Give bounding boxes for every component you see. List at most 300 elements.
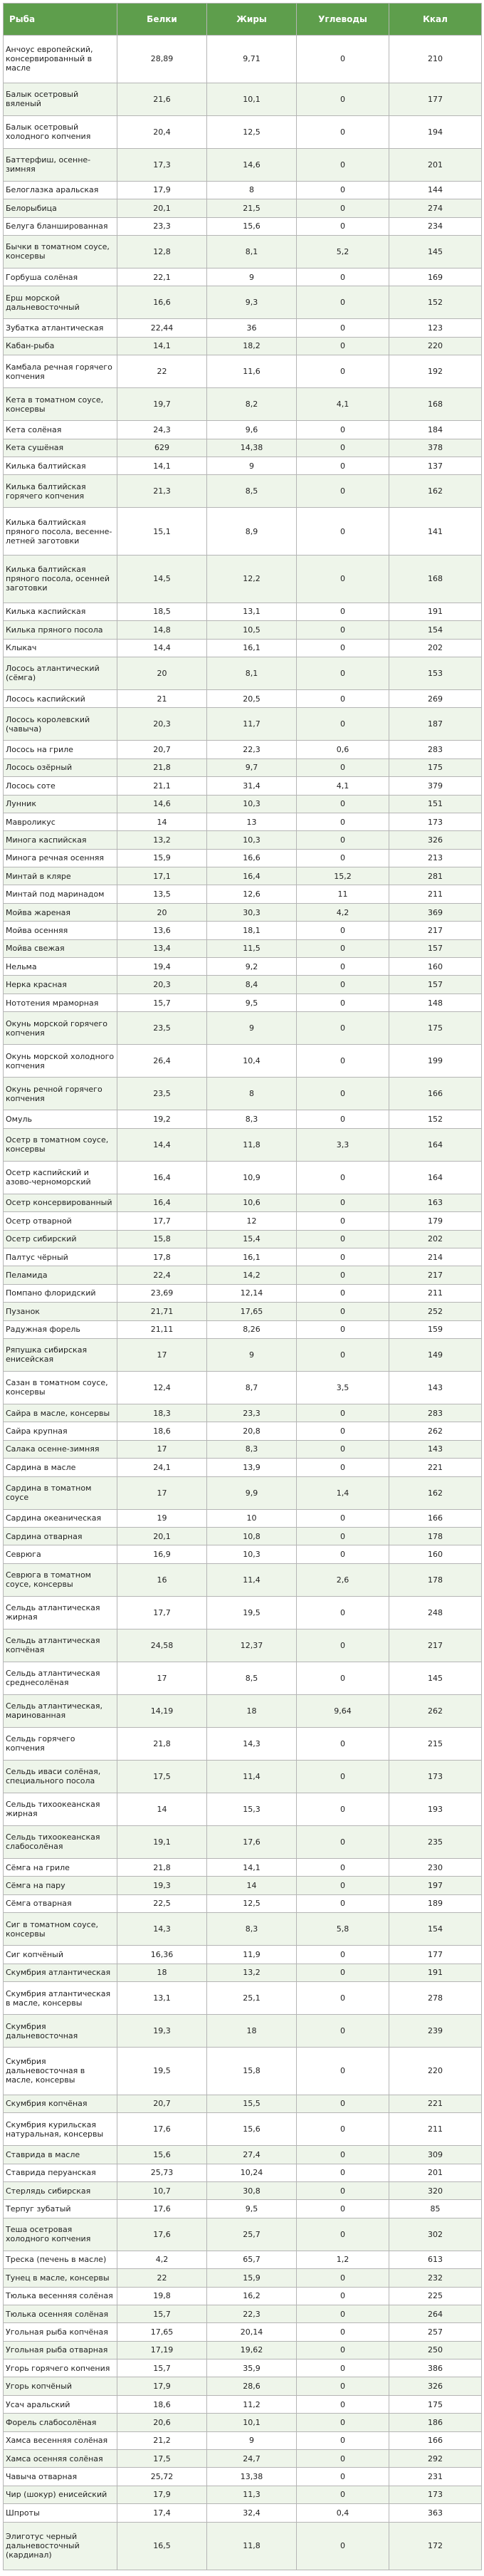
table-row [4,556,482,603]
fish-name-cell: Стерлядь сибирская [4,2181,117,2199]
table-row [4,1128,482,1161]
fat-cell: 18,2 [207,337,297,355]
carbs-cell: 0 [297,976,389,994]
table-row [4,1545,482,1563]
carbs-cell: 0 [297,1981,389,2014]
kcal-cell: 378 [389,439,482,457]
table-row [4,319,482,337]
fat-cell: 9 [207,268,297,286]
fish-name-cell: Нельма [4,958,117,976]
fat-cell: 15,6 [207,217,297,235]
table-row [4,475,482,508]
protein-cell: 18,6 [117,1422,207,1440]
fish-name-cell: Скумбрия атлантическая [4,1964,117,1981]
fat-cell: 10,1 [207,83,297,115]
fat-cell: 25,1 [207,1981,297,2014]
protein-cell: 16,5 [117,2522,207,2570]
fish-name-cell: Белоглазка аральская [4,181,117,199]
fat-cell: 15,5 [207,2095,297,2112]
table-row [4,922,482,939]
carbs-cell: 0 [297,689,389,707]
fish-name-cell: Камбала речная горячего копчения [4,355,117,388]
fat-cell: 14,1 [207,1859,297,1877]
kcal-cell: 252 [389,1303,482,1320]
kcal-cell: 283 [389,741,482,758]
fish-name-cell: Угорь копчёный [4,2377,117,2395]
fat-cell: 14 [207,1877,297,1894]
fat-cell: 11,4 [207,1563,297,1596]
kcal-cell: 257 [389,2323,482,2341]
table-row [4,741,482,758]
carbs-cell: 0 [297,199,389,217]
fat-cell: 12,37 [207,1629,297,1662]
table-row [4,1760,482,1793]
carbs-cell: 1,2 [297,2251,389,2268]
header-protein: Белки [117,4,207,36]
table-row [4,1212,482,1230]
protein-cell: 21,2 [117,2431,207,2449]
fat-cell: 65,7 [207,2251,297,2268]
protein-cell: 24,58 [117,1629,207,1662]
kcal-cell: 173 [389,2486,482,2503]
fat-cell: 25,7 [207,2218,297,2251]
table-row [4,2522,482,2570]
fish-name-cell: Сёмга отварная [4,1894,117,1912]
kcal-cell: 141 [389,508,482,556]
carbs-cell: 4,1 [297,388,389,421]
fish-name-cell: Угорь горячего копчения [4,2359,117,2377]
fat-cell: 22,3 [207,2305,297,2322]
kcal-cell: 197 [389,1877,482,1894]
kcal-cell: 239 [389,2015,482,2048]
kcal-cell: 326 [389,2377,482,2395]
protein-cell: 17,7 [117,1212,207,1230]
protein-cell: 14,19 [117,1694,207,1727]
carbs-cell: 5,2 [297,235,389,268]
fish-name-cell: Мойва свежая [4,939,117,957]
fish-name-cell: Сельдь тихоокеанская жирная [4,1793,117,1825]
kcal-cell: 248 [389,1596,482,1629]
fish-name-cell: Минога речная осенняя [4,849,117,867]
fish-name-cell: Радужная форель [4,1320,117,1338]
carbs-cell: 0 [297,286,389,319]
fish-name-cell: Минтай под маринадом [4,885,117,903]
table-row [4,2048,482,2095]
fat-cell: 10 [207,1509,297,1527]
protein-cell: 23,5 [117,1012,207,1045]
carbs-cell: 0 [297,1629,389,1662]
fat-cell: 30,8 [207,2181,297,2199]
fat-cell: 15,4 [207,1230,297,1248]
protein-cell: 22,44 [117,319,207,337]
fat-cell: 18,1 [207,922,297,939]
table-row [4,1284,482,1302]
carbs-cell: 0 [297,795,389,813]
protein-cell: 15,7 [117,2359,207,2377]
table-row [4,2015,482,2048]
kcal-cell: 302 [389,2218,482,2251]
kcal-cell: 262 [389,1422,482,1440]
kcal-cell: 191 [389,1964,482,1981]
fat-cell: 28,6 [207,2377,297,2395]
kcal-cell: 379 [389,777,482,795]
table-row [4,2269,482,2287]
carbs-cell: 0 [297,2377,389,2395]
protein-cell: 19,7 [117,388,207,421]
table-row [4,421,482,439]
table-row [4,849,482,867]
table-row [4,1793,482,1825]
fish-name-cell: Омуль [4,1110,117,1128]
table-row [4,235,482,268]
fat-cell: 30,3 [207,903,297,921]
fat-cell: 10,3 [207,831,297,849]
fat-cell: 8,4 [207,976,297,994]
carbs-cell: 0 [297,758,389,776]
fat-cell: 12,2 [207,556,297,603]
fish-name-cell: Чавыча отварная [4,2468,117,2486]
kcal-cell: 175 [389,758,482,776]
carbs-cell: 0 [297,2305,389,2322]
protein-cell: 13,2 [117,831,207,849]
protein-cell: 20,6 [117,2414,207,2431]
fish-name-cell: Ерш морской дальневосточный [4,286,117,319]
protein-cell: 21,3 [117,475,207,508]
carbs-cell: 0 [297,217,389,235]
fish-name-cell: Килька балтийская пряного посола, весенне-летней заготовки [4,508,117,556]
table-row [4,1629,482,1662]
fish-name-cell: Мойва жареная [4,903,117,921]
protein-cell: 24,3 [117,421,207,439]
table-row [4,2200,482,2218]
table-row [4,268,482,286]
kcal-cell: 199 [389,1045,482,1078]
table-row [4,1110,482,1128]
fish-name-cell: Осетр каспийский и азово-черноморский [4,1161,117,1194]
carbs-cell: 0 [297,1946,389,1964]
fat-cell: 14,38 [207,439,297,457]
carbs-cell: 0 [297,2200,389,2218]
table-row [4,639,482,657]
fish-name-cell: Клыкач [4,639,117,657]
carbs-cell: 0 [297,657,389,689]
kcal-cell: 179 [389,1212,482,1230]
protein-cell: 22,5 [117,1894,207,1912]
carbs-cell: 0 [297,958,389,976]
kcal-cell: 274 [389,199,482,217]
fat-cell: 9,9 [207,1476,297,1509]
protein-cell: 15,7 [117,2305,207,2322]
table-row [4,1563,482,1596]
table-row [4,217,482,235]
table-row [4,2095,482,2112]
protein-cell: 15,8 [117,1230,207,1248]
table-row [4,2414,482,2431]
table-row [4,2305,482,2322]
fish-name-cell: Кета сушёная [4,439,117,457]
kcal-cell: 162 [389,1476,482,1509]
fish-name-cell: Пеламида [4,1266,117,1284]
fish-name-cell: Осетр консервированный [4,1194,117,1211]
kcal-cell: 221 [389,1459,482,1476]
fish-name-cell: Тунец в масле, консервы [4,2269,117,2287]
protein-cell: 14,1 [117,457,207,475]
table-row [4,1440,482,1458]
fish-name-cell: Килька балтийская горячего копчения [4,475,117,508]
protein-cell: 14 [117,813,207,830]
fat-cell: 8 [207,1078,297,1110]
carbs-cell: 4,1 [297,777,389,795]
kcal-cell: 309 [389,2146,482,2164]
kcal-cell: 201 [389,148,482,181]
kcal-cell: 234 [389,217,482,235]
fat-cell: 15,8 [207,2048,297,2095]
table-row [4,885,482,903]
table-row [4,1194,482,1211]
fish-name-cell: Шпроты [4,2504,117,2522]
fish-name-cell: Бычки в томатном соусе, консервы [4,235,117,268]
kcal-cell: 159 [389,1320,482,1338]
fish-name-cell: Чир (шокур) енисейский [4,2486,117,2503]
kcal-cell: 166 [389,1078,482,1110]
table-row [4,508,482,556]
kcal-cell: 143 [389,1371,482,1404]
kcal-cell: 172 [389,2522,482,2570]
kcal-cell: 217 [389,1266,482,1284]
table-row [4,813,482,830]
protein-cell: 17,4 [117,2504,207,2522]
carbs-cell: 0 [297,1338,389,1371]
protein-cell: 16 [117,1563,207,1596]
kcal-cell: 193 [389,1793,482,1825]
protein-cell: 20,7 [117,2095,207,2112]
fish-name-cell: Килька каспийская [4,603,117,620]
kcal-cell: 202 [389,639,482,657]
fat-cell: 19,5 [207,1596,297,1629]
protein-cell: 19,3 [117,2015,207,2048]
carbs-cell: 0 [297,556,389,603]
fat-cell: 11,8 [207,2522,297,2570]
fat-cell: 12,5 [207,1894,297,1912]
fat-cell: 15,3 [207,1793,297,1825]
kcal-cell: 235 [389,1825,482,1858]
carbs-cell: 4,2 [297,903,389,921]
protein-cell: 12,4 [117,1371,207,1404]
protein-cell: 13,4 [117,939,207,957]
carbs-cell: 0 [297,621,389,639]
kcal-cell: 152 [389,286,482,319]
fat-cell: 9 [207,457,297,475]
table-row [4,1981,482,2014]
table-row [4,2395,482,2413]
kcal-cell: 189 [389,1894,482,1912]
fat-cell: 19,62 [207,2341,297,2359]
table-row [4,1509,482,1527]
fat-cell: 9 [207,2431,297,2449]
protein-cell: 17,6 [117,2218,207,2251]
protein-cell: 17,65 [117,2323,207,2341]
kcal-cell: 217 [389,922,482,939]
kcal-cell: 278 [389,1981,482,2014]
protein-cell: 15,9 [117,849,207,867]
fat-cell: 13,38 [207,2468,297,2486]
table-row [4,958,482,976]
carbs-cell: 0 [297,1045,389,1078]
fat-cell: 13,9 [207,1459,297,1476]
kcal-cell: 217 [389,1629,482,1662]
carbs-cell: 0 [297,115,389,148]
protein-cell: 17,9 [117,2377,207,2395]
protein-cell: 13,5 [117,885,207,903]
fat-cell: 13 [207,813,297,830]
kcal-cell: 164 [389,1128,482,1161]
protein-cell: 19,5 [117,2048,207,2095]
table-row [4,199,482,217]
kcal-cell: 175 [389,1012,482,1045]
fat-cell: 8,5 [207,475,297,508]
fat-cell: 11,4 [207,1760,297,1793]
carbs-cell: 0 [297,2269,389,2287]
carbs-cell: 0 [297,475,389,508]
carbs-cell: 0 [297,1859,389,1877]
table-row [4,1320,482,1338]
fat-cell: 8,1 [207,657,297,689]
fish-name-cell: Килька пряного посола [4,621,117,639]
protein-cell: 23,69 [117,1284,207,1302]
protein-cell: 14,3 [117,1913,207,1946]
kcal-cell: 177 [389,1946,482,1964]
protein-cell: 24,1 [117,1459,207,1476]
protein-cell: 22 [117,355,207,388]
kcal-cell: 320 [389,2181,482,2199]
header-fat: Жиры [207,4,297,36]
fish-name-cell: Балык осетровый холодного копчения [4,115,117,148]
fat-cell: 11,9 [207,1946,297,1964]
protein-cell: 10,7 [117,2181,207,2199]
fat-cell: 9,7 [207,758,297,776]
fish-name-cell: Кета солёная [4,421,117,439]
fat-cell: 10,8 [207,1527,297,1545]
table-row [4,1371,482,1404]
fish-name-cell: Усач аральский [4,2395,117,2413]
carbs-cell: 0 [297,2395,389,2413]
kcal-cell: 157 [389,976,482,994]
protein-cell: 14 [117,1793,207,1825]
table-row [4,2359,482,2377]
fat-cell: 10,6 [207,1194,297,1211]
kcal-cell: 202 [389,1230,482,1248]
fat-cell: 10,9 [207,1161,297,1194]
fat-cell: 17,6 [207,1825,297,1858]
fat-cell: 10,5 [207,621,297,639]
protein-cell: 21,8 [117,1727,207,1760]
table-row [4,1161,482,1194]
fat-cell: 14,2 [207,1266,297,1284]
carbs-cell: 0 [297,1230,389,1248]
fish-name-cell: Скумбрия атлантическая в масле, консервы [4,1981,117,2014]
table-row [4,2113,482,2146]
carbs-cell: 0 [297,2341,389,2359]
protein-cell: 16,4 [117,1161,207,1194]
kcal-cell: 250 [389,2341,482,2359]
kcal-cell: 326 [389,831,482,849]
protein-cell: 17 [117,1476,207,1509]
fish-name-cell: Помпано флоридский [4,1284,117,1302]
kcal-cell: 166 [389,1509,482,1527]
table-row [4,1596,482,1629]
fish-name-cell: Минога каспийская [4,831,117,849]
fish-name-cell: Севрюга в томатном соусе, консервы [4,1563,117,1596]
carbs-cell: 3,3 [297,1128,389,1161]
kcal-cell: 281 [389,867,482,885]
table-row [4,976,482,994]
fat-cell: 20,14 [207,2323,297,2341]
fat-cell: 14,6 [207,148,297,181]
table-row [4,657,482,689]
carbs-cell: 0 [297,1284,389,1302]
kcal-cell: 154 [389,1913,482,1946]
fat-cell: 11,6 [207,355,297,388]
table-row [4,1404,482,1422]
carbs-cell: 9,64 [297,1694,389,1727]
fish-name-cell: Угольная рыба копчёная [4,2323,117,2341]
carbs-cell: 0 [297,603,389,620]
fish-name-cell: Угольная рыба отварная [4,2341,117,2359]
fish-name-cell: Тюлька осенняя солёная [4,2305,117,2322]
kcal-cell: 175 [389,2395,482,2413]
table-row [4,148,482,181]
protein-cell: 17,8 [117,1248,207,1266]
header-carbs: Углеводы [297,4,389,36]
carbs-cell: 0 [297,994,389,1011]
fat-cell: 8,9 [207,508,297,556]
fat-cell: 12,5 [207,115,297,148]
carbs-cell: 0 [297,148,389,181]
carbs-cell: 0 [297,1877,389,1894]
fat-cell: 8,3 [207,1913,297,1946]
kcal-cell: 160 [389,1545,482,1563]
protein-cell: 21,11 [117,1320,207,1338]
fish-name-cell: Хамса весенняя солёная [4,2431,117,2449]
protein-cell: 28,89 [117,36,207,83]
fish-name-cell: Балык осетровый вяленый [4,83,117,115]
kcal-cell: 166 [389,2431,482,2449]
protein-cell: 17,1 [117,867,207,885]
protein-cell: 19 [117,1509,207,1527]
fish-name-cell: Пузанок [4,1303,117,1320]
fat-cell: 15,6 [207,2113,297,2146]
carbs-cell: 0 [297,181,389,199]
table-row [4,1078,482,1110]
carbs-cell: 0 [297,2414,389,2431]
kcal-cell: 157 [389,939,482,957]
protein-cell: 17,3 [117,148,207,181]
table-row [4,1527,482,1545]
carbs-cell: 0 [297,1527,389,1545]
fat-cell: 31,4 [207,777,297,795]
fish-name-cell: Ставрида в масле [4,2146,117,2164]
fat-cell: 22,3 [207,741,297,758]
table-row [4,1422,482,1440]
protein-cell: 25,72 [117,2468,207,2486]
protein-cell: 18,6 [117,2395,207,2413]
kcal-cell: 201 [389,2164,482,2181]
protein-cell: 13,1 [117,1981,207,2014]
kcal-cell: 164 [389,1161,482,1194]
kcal-cell: 210 [389,36,482,83]
carbs-cell: 0 [297,1248,389,1266]
protein-cell: 21 [117,689,207,707]
